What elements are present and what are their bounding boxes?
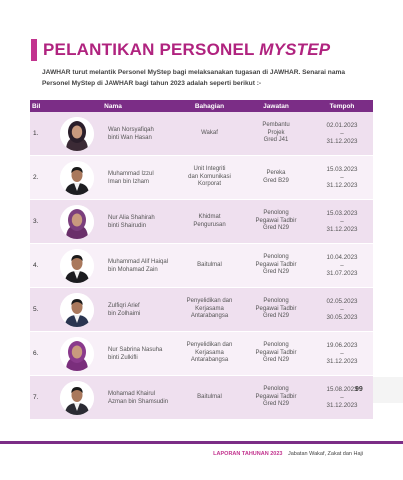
name-line-2: binti Zulkifli	[108, 354, 138, 361]
name-line-2: Azman bin Shamsudin	[108, 398, 169, 405]
avatar	[60, 293, 94, 327]
jawatan-line: Gred B29	[263, 177, 289, 184]
jawatan-line: Pegawai Tadbir	[255, 349, 297, 356]
person-name	[108, 346, 162, 362]
table-row	[30, 288, 373, 332]
jawatan-cell	[241, 342, 311, 365]
name-cell	[48, 293, 178, 327]
jawatan-cell	[241, 298, 311, 321]
date-dash: –	[340, 261, 344, 269]
bahagian-line: Unit Integriti	[193, 166, 226, 173]
name-line-2: binti Wan Hasan	[108, 134, 152, 141]
date-dash: –	[340, 393, 344, 401]
name-cell	[48, 337, 178, 371]
name-line-1: Zulfiqri Arief	[108, 302, 140, 309]
intro-paragraph: JAWHAR turut melantik Personel MyStep bagi melaksanakan tugasan di JAWHAR. Senarai nama Personel MyStep di JAWHAR bagi tahun 2023 adalah seperti berikut :-	[42, 69, 346, 87]
avatar	[60, 337, 94, 371]
jawatan-cell	[241, 386, 311, 409]
jawatan-line: Penolong	[263, 254, 289, 261]
bahagian-cell	[178, 214, 241, 229]
jawatan-line: Gred N29	[262, 401, 289, 408]
page-number: 99	[355, 386, 363, 393]
table-row	[30, 332, 373, 376]
name-cell	[48, 205, 178, 239]
person-name	[108, 126, 154, 142]
jawatan-line: Pegawai Tadbir	[255, 261, 297, 268]
header-bahagian: Bahagian	[194, 102, 225, 110]
jawatan-cell	[241, 254, 311, 277]
name-line-1: Wan Norsyafiqah	[108, 126, 154, 133]
bahagian-line: Baitulmal	[197, 261, 222, 268]
jawatan-line: Penolong	[263, 210, 289, 217]
row-number: 1.	[33, 130, 39, 137]
start-date: 15.03.2023	[326, 165, 358, 173]
person-name	[108, 390, 168, 406]
name-line-2: binti Shairudin	[108, 222, 147, 229]
header-tempoh: Tempoh	[329, 102, 355, 110]
date-dash: –	[340, 173, 344, 181]
jawatan-line: Pegawai Tadbir	[255, 305, 297, 312]
jawatan-line: Gred N29	[262, 269, 289, 276]
name-cell	[48, 249, 178, 283]
jawatan-cell	[241, 122, 311, 145]
end-date: 31.12.2023	[326, 357, 358, 365]
table-row	[30, 112, 373, 156]
bahagian-line: Kerjasama	[195, 349, 224, 356]
name-cell	[48, 161, 178, 195]
table-body	[30, 112, 373, 420]
avatar	[60, 381, 94, 415]
jawatan-line: Pegawai Tadbir	[255, 393, 297, 400]
end-date: 31.12.2023	[326, 181, 358, 189]
bahagian-cell	[178, 342, 241, 365]
person-name	[108, 302, 140, 318]
date-dash: –	[340, 305, 344, 313]
date-dash: –	[340, 129, 344, 137]
jawatan-line: Penolong	[263, 386, 289, 393]
avatar	[60, 205, 94, 239]
start-date: 15.08.2023	[326, 385, 358, 393]
date-dash: –	[340, 349, 344, 357]
jawatan-line: Gred N29	[262, 313, 289, 320]
table-row	[30, 376, 373, 420]
date-dash: –	[340, 217, 344, 225]
jawatan-line: Penolong	[263, 342, 289, 349]
avatar	[60, 117, 94, 151]
bahagian-line: Khidmat	[198, 214, 221, 220]
start-date: 10.04.2023	[326, 253, 358, 261]
jawatan-line: Penolong	[263, 298, 289, 305]
footer-dept: Jabatan Wakaf, Zakat dan Haji	[287, 451, 363, 457]
title-text: PELANTIKAN PERSONEL MYSTEP	[43, 40, 331, 59]
tempoh-cell	[311, 342, 373, 366]
name-line-1: Muhammad Alif Haiqal	[108, 258, 169, 265]
table-row	[30, 200, 373, 244]
bahagian-line: Kerjasama	[195, 305, 224, 312]
table-row	[30, 244, 373, 288]
table-row	[30, 156, 373, 200]
row-number: 6.	[33, 350, 39, 357]
jawatan-cell	[241, 210, 311, 233]
bahagian-line: Wakaf	[201, 129, 218, 136]
person-name	[108, 170, 154, 186]
header-nama: Nama	[104, 102, 122, 110]
row-number: 4.	[33, 262, 39, 269]
row-number: 5.	[33, 306, 39, 313]
bahagian-line: dan Komunikasi	[188, 173, 231, 180]
jawatan-line: Pereka	[266, 170, 286, 176]
bahagian-cell	[178, 130, 241, 138]
bahagian-cell	[178, 394, 241, 402]
tempoh-cell	[311, 166, 373, 190]
bahagian-line: Antarabangsa	[190, 313, 229, 320]
row-number: 2.	[33, 174, 39, 181]
jawatan-line: Gred N29	[262, 225, 289, 232]
footer-report: LAPORAN TAHUNAN 2023	[213, 451, 283, 457]
bahagian-line: Pengurusan	[193, 221, 226, 228]
bahagian-cell	[178, 262, 241, 270]
avatar	[60, 249, 94, 283]
header-jawatan: Jawatan	[263, 102, 289, 110]
bahagian-line: Baitulmal	[197, 393, 222, 400]
page-title	[31, 39, 330, 61]
tempoh-cell	[311, 254, 373, 278]
start-date: 02.01.2023	[326, 121, 358, 129]
jawatan-line: Pegawai Tadbir	[255, 217, 297, 224]
name-line-1: Nur Sabrina Nasuha	[108, 346, 163, 353]
end-date: 31.12.2023	[326, 137, 358, 145]
jawatan-line: Gred N29	[262, 357, 289, 364]
footer	[213, 451, 363, 457]
end-date: 31.12.2023	[326, 401, 358, 409]
end-date: 30.05.2023	[326, 313, 358, 321]
bahagian-line: Penyelidikan dan	[186, 298, 233, 305]
bahagian-line: Antarabangsa	[190, 357, 229, 364]
bahagian-cell	[178, 166, 241, 189]
title-accent-bar	[31, 39, 37, 61]
personnel-table	[30, 100, 373, 420]
jawatan-line: Pembantu	[262, 122, 290, 129]
name-line-1: Muhammad Izzul	[108, 170, 154, 177]
tempoh-cell	[311, 210, 373, 234]
person-name	[108, 214, 155, 230]
header-bil: Bil	[32, 102, 41, 110]
start-date: 02.05.2023	[326, 297, 358, 305]
row-number: 7.	[33, 394, 39, 401]
start-date: 19.06.2023	[326, 341, 358, 349]
name-cell	[48, 117, 178, 151]
bahagian-cell	[178, 298, 241, 321]
jawatan-cell	[241, 170, 311, 185]
name-line-1: Mohamad Khairul	[108, 390, 156, 397]
name-line-2: bin Zolhaimi	[108, 310, 141, 317]
tempoh-cell	[311, 122, 373, 146]
person-name	[108, 258, 168, 274]
name-cell	[48, 381, 178, 415]
tempoh-cell	[311, 298, 373, 322]
avatar	[60, 161, 94, 195]
footer-divider	[0, 441, 403, 444]
bahagian-line: Korporat	[197, 181, 221, 188]
end-date: 31.07.2023	[326, 269, 358, 277]
name-line-2: bin Mohamad Zain	[108, 266, 158, 273]
end-date: 31.12.2023	[326, 225, 358, 233]
name-line-1: Nur Alia Shahirah	[108, 214, 155, 221]
row-number: 3.	[33, 218, 39, 225]
jawatan-line: Projek	[267, 129, 285, 136]
tempoh-cell	[311, 386, 373, 410]
bahagian-line: Penyelidikan dan	[186, 342, 233, 349]
jawatan-line: Gred J41	[263, 137, 289, 144]
start-date: 15.03.2023	[326, 209, 358, 217]
name-line-2: Iman bin Izham	[108, 178, 150, 185]
table-header	[30, 100, 373, 112]
